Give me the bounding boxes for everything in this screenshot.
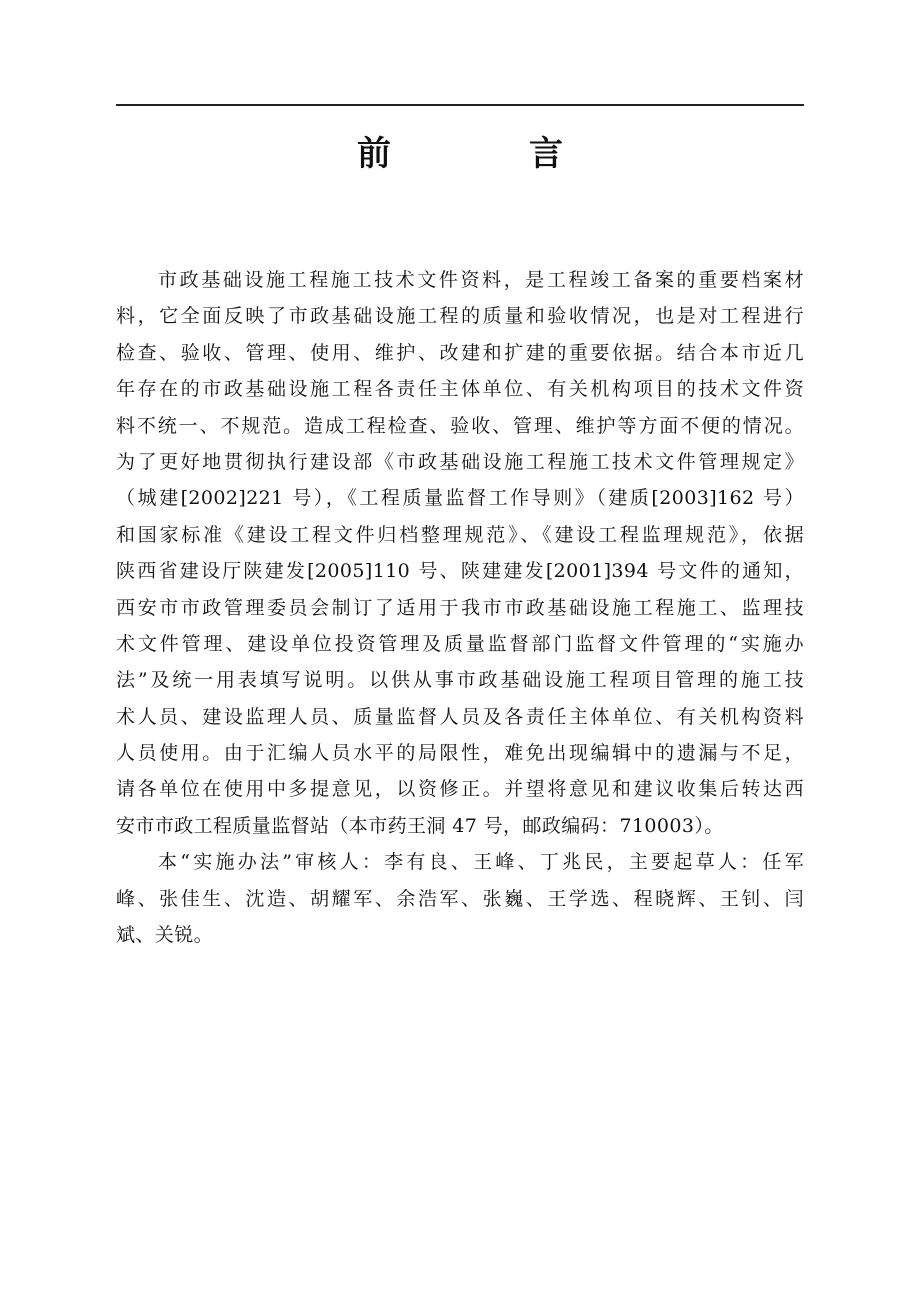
text-line: 为了更好地贯彻执行建设部《市政基础设施工程施工技术文件管理规定》 xyxy=(116,450,804,473)
text-line: 安市市政工程质量监督站（本市药王洞 47 号，邮政编码：710003）。 xyxy=(116,814,724,837)
header-rule xyxy=(116,104,804,106)
text-line: 检查、验收、管理、使用、维护、改建和扩建的重要依据。结合本市近几 xyxy=(116,341,804,364)
text-line: 术人员、建设监理人员、质量监督人员及各责任主体单位、有关机构资料 xyxy=(116,705,804,728)
text-line: 请各单位在使用中多提意见，以资修正。并望将意见和建议收集后转达西 xyxy=(116,778,804,801)
text-line: 术文件管理、建设单位投资管理及质量监督部门监督文件管理的“实施办 xyxy=(116,632,804,655)
text-line: 料不统一、不规范。造成工程检查、验收、管理、维护等方面不便的情况。 xyxy=(116,414,804,437)
text-line: 人员使用。由于汇编人员水平的局限性，难免出现编辑中的遗漏与不足， xyxy=(116,742,804,765)
text-line: 和国家标准《建设工程文件归档整理规范》、《建设工程监理规范》，依据 xyxy=(116,523,804,546)
text-line: 本“实施办法”审核人：李有良、王峰、丁兆民，主要起草人：任军 xyxy=(158,851,804,874)
text-line: 陕西省建设厅陕建发[2005]110 号、陕建建发[2001]394 号文件的通知， xyxy=(116,560,804,583)
preface-body xyxy=(116,262,804,953)
text-line: 市政基础设施工程施工技术文件资料，是工程竣工备案的重要档案材 xyxy=(158,269,804,291)
text-line: 西安市市政管理委员会制订了适用于我市市政基础设施工程施工、监理技 xyxy=(116,596,804,619)
text-line: （城建[2002]221 号），《工程质量监督工作导则》（建质[2003]162 号） xyxy=(116,487,804,510)
text-line: 法”及统一用表填写说明。以供从事市政基础设施工程项目管理的施工技 xyxy=(116,669,804,692)
text-line: 斌、关锐。 xyxy=(116,924,214,947)
text-line: 料，它全面反映了市政基础设施工程的质量和验收情况，也是对工程进行 xyxy=(116,305,804,328)
text-line: 年存在的市政基础设施工程各责任主体单位、有关机构项目的技术文件资 xyxy=(116,378,804,401)
page-title: 前 言 xyxy=(357,134,615,174)
text-line: 峰、张佳生、沈造、胡耀军、余浩军、张巍、王学选、程晓辉、王钊、闫 xyxy=(116,887,804,910)
